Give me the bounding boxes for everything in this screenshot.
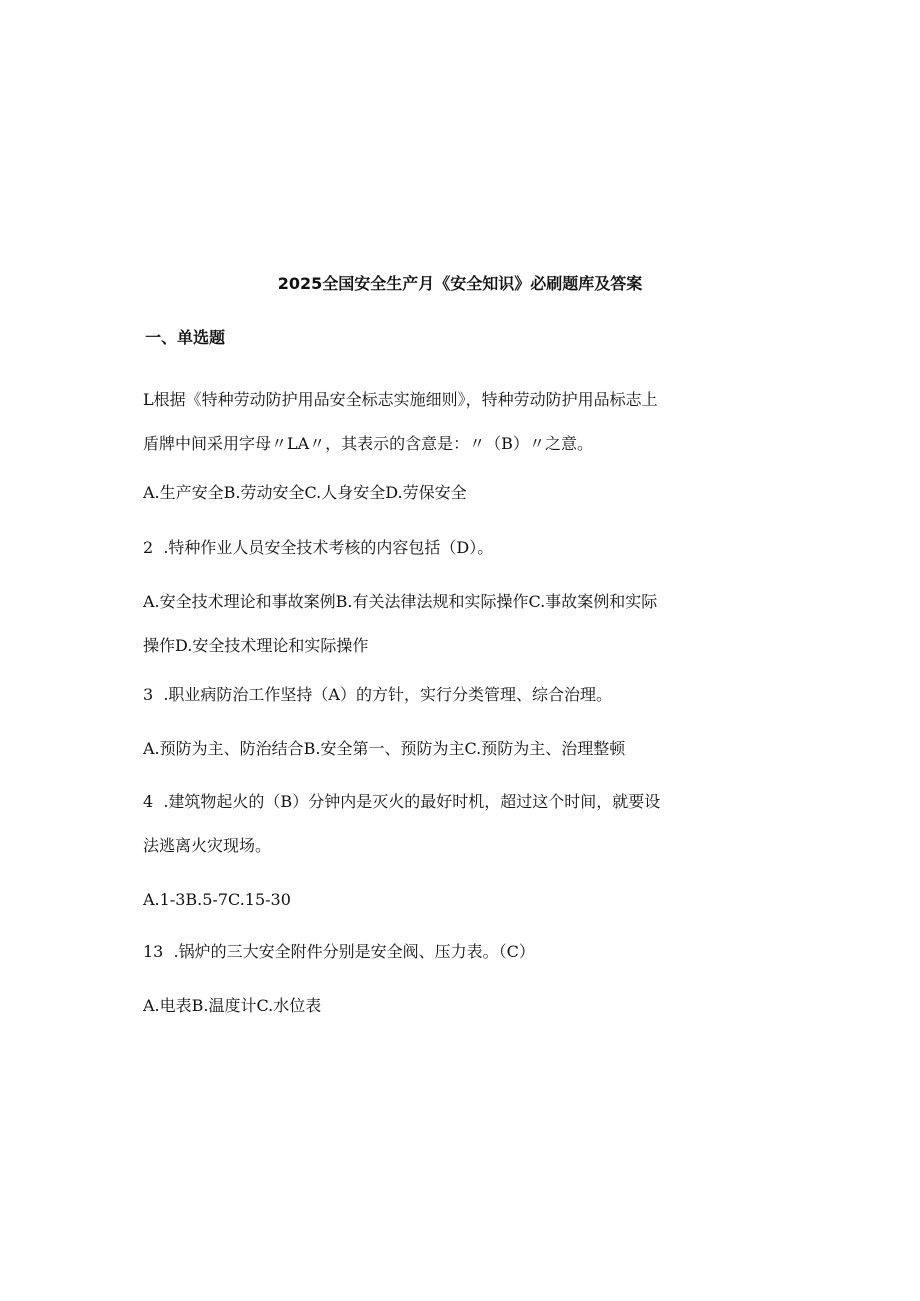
question-3-stem — [143, 683, 703, 707]
question-1-options-line-1: A.生产安全B.劳动安全C.人身安全D.劳保安全 — [143, 483, 467, 502]
question-1-stem — [143, 388, 703, 456]
question-2-stem-line-1: 2 .特种作业人员安全技术考核的内容包括（D）。 — [143, 538, 494, 557]
question-1-options — [143, 481, 703, 505]
question-2-options-line-2: 操作D.安全技术理论和实际操作 — [143, 636, 369, 655]
question-13-stem-line-1: 13 .锅炉的三大安全附件分别是安全阀、压力表。（C） — [143, 942, 535, 961]
document-title: 2025全国安全生产月《安全知识》必刷题库及答案 — [277, 274, 643, 293]
question-4-stem-line-1: 4 .建筑物起火的（B）分钟内是灭火的最好时机，超过这个时间，就要设 — [143, 792, 661, 811]
question-2-stem — [143, 536, 703, 560]
question-2-options-line-1: A.安全技术理论和事故案例B.有关法律法规和实际操作C.事故案例和实际 — [143, 592, 658, 611]
question-4-stem — [143, 790, 703, 858]
question-4-options-line-1: A.1-3B.5-7C.15-30 — [143, 890, 291, 909]
question-4-stem-line-2: 法逃离火灾现场。 — [143, 836, 272, 855]
question-1-stem-line-2: 盾牌中间采用字母〃LA〃，其表示的含意是：〃（B）〃之意。 — [143, 434, 593, 453]
question-13-stem — [143, 940, 703, 964]
question-3-options-line-1: A.预防为主、防治结合B.安全第一、预防为主C.预防为主、治理整顿 — [143, 739, 626, 758]
question-3-stem-line-1: 3 .职业病防治工作坚持（A）的方针，实行分类管理、综合治理。 — [143, 685, 612, 704]
question-1-stem-line-1: L根据《特种劳动防护用品安全标志实施细则》，特种劳动防护用品标志上 — [143, 390, 658, 409]
question-2-options — [143, 590, 703, 658]
question-13-options-line-1: A.电表B.温度计C.水位表 — [143, 996, 322, 1015]
question-3-options — [143, 737, 703, 761]
question-4-options — [143, 888, 703, 912]
section-heading: 一、单选题 — [145, 328, 226, 347]
question-13-options — [143, 994, 703, 1018]
